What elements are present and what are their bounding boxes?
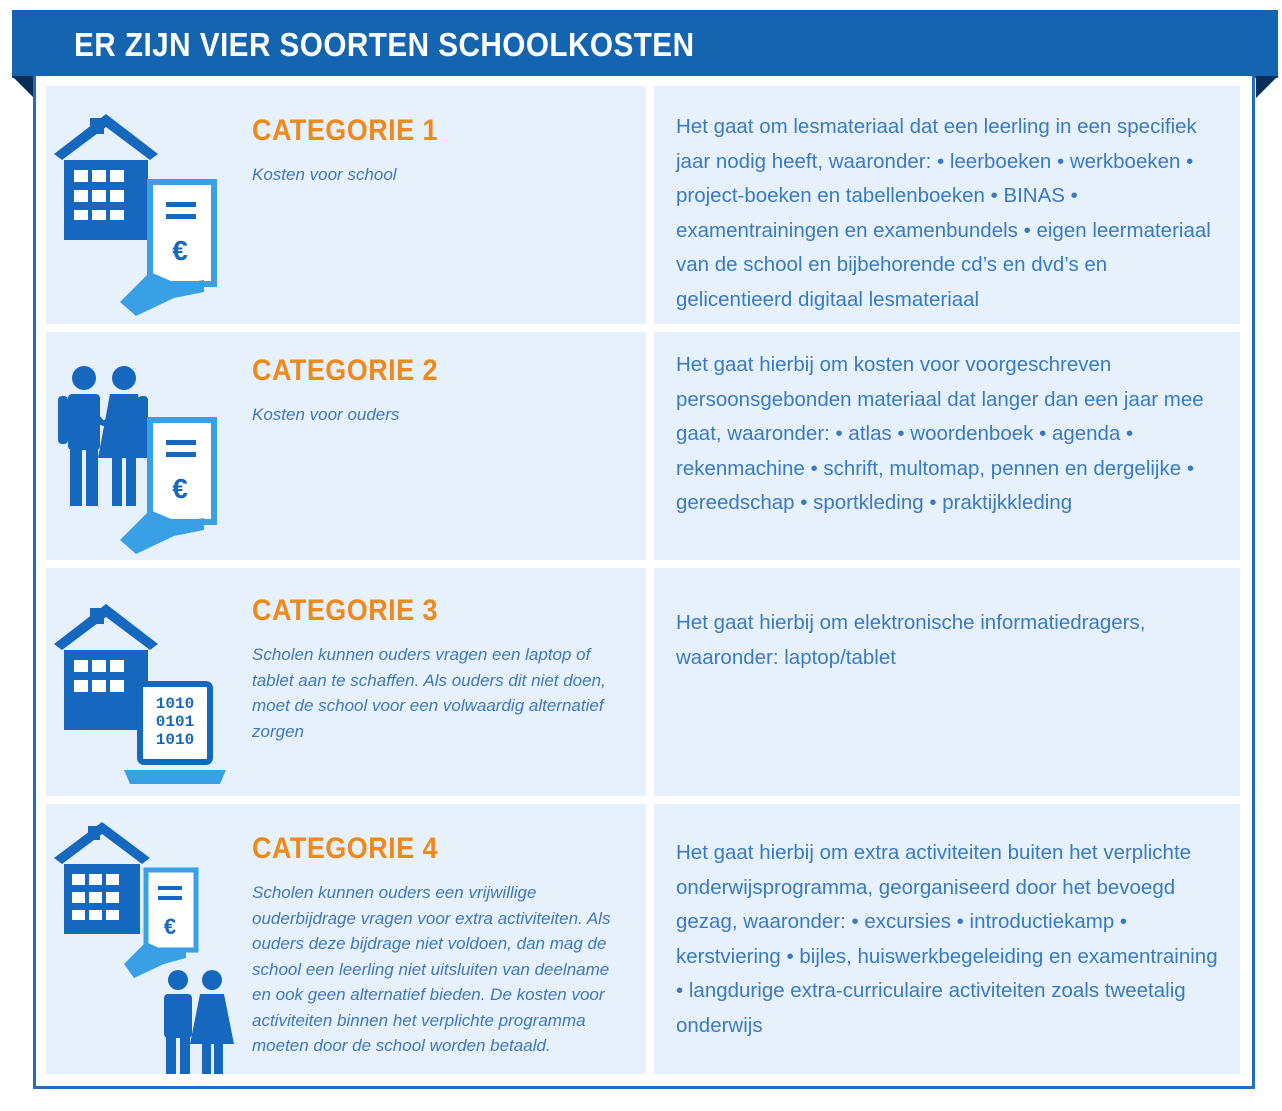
laptop-icon <box>124 684 226 784</box>
category-3-title: CATEGORIE 3 <box>252 594 438 627</box>
category-1-subtitle: Kosten voor school <box>252 165 397 184</box>
parents-icon <box>164 970 234 1074</box>
category-1-info-cell <box>46 86 646 324</box>
category-row-2 <box>46 332 1240 560</box>
category-3-description-cell <box>654 568 1240 796</box>
school-building-icon <box>54 114 158 240</box>
category-2-description-cell <box>654 332 1240 560</box>
laptop-screen-line-1: 1010 <box>155 695 195 713</box>
category-3-info-cell <box>46 568 646 796</box>
category-row-3 <box>46 568 1240 796</box>
title-banner <box>12 10 1278 76</box>
category-4-title: CATEGORIE 4 <box>252 832 438 865</box>
banner-fold-right <box>1256 76 1278 98</box>
category-4-description: Het gaat hierbij om extra activiteiten buiten het verplichte onderwijsprogramma, georganiseerd door het bevoegd gezag, waaronder: • excursies • introductiekamp • kerstviering • bijles, huiswerkbegeleiding en examentraining • langdurige extra-curriculaire activiteiten zoals tweetalig onderwijs <box>676 841 1218 1037</box>
category-1-description: Het gaat om lesmateriaal dat een leerling in een specifiek jaar nodig heeft, waaronder: • leerboeken • werkboeken • project-boeken en tabellenboeken • BINAS • examentrainingen en examenbundels • eigen leermateriaal van de school en bijbehorende cd’s en dvd’s en gelicentieerd digitaal lesmateriaal <box>676 115 1211 311</box>
category-2-title: CATEGORIE 2 <box>252 354 438 387</box>
svg-text:€: € <box>172 473 188 504</box>
category-row-4 <box>46 804 1240 1074</box>
category-4-info-cell <box>46 804 646 1074</box>
category-row-1 <box>46 86 1240 324</box>
category-1-icon <box>54 102 234 322</box>
category-2-subtitle: Kosten voor ouders <box>252 405 400 424</box>
laptop-screen-line-2: 0101 <box>155 713 195 731</box>
category-3-icon <box>54 584 234 794</box>
category-3-subtitle: Scholen kunnen ouders vragen een laptop of tablet aan te schaffen. Als ouders dit niet doen, moet de school voor een volwaardig alternatief zorgen <box>252 645 606 741</box>
category-1-description-cell <box>654 86 1240 324</box>
page-title: ER ZIJN VIER SOORTEN SCHOOLKOSTEN <box>74 26 695 63</box>
category-3-description: Het gaat hierbij om elektronische informatiedragers, waaronder: laptop/tablet <box>676 611 1146 669</box>
category-2-icon <box>54 348 234 568</box>
school-building-icon <box>54 822 150 934</box>
category-1-title: CATEGORIE 1 <box>252 114 438 147</box>
category-4-subtitle: Scholen kunnen ouders een vrijwillige ouderbijdrage vragen voor extra activiteiten. Als ouders deze bijdrage niet voldoen, dan mag de school een leerling niet uitsluiten van deelname en ook geen alternatief bieden. De kosten voor activiteiten binnen het verplichte programma moeten door de school worden betaald. <box>252 883 611 1055</box>
svg-text:€: € <box>163 914 177 939</box>
category-2-info-cell <box>46 332 646 560</box>
parents-icon <box>58 366 150 506</box>
category-2-description: Het gaat hierbij om kosten voor voorgeschreven persoonsgebonden materiaal dat langer dan een jaar mee gaat, waaronder: • atlas • woordenboek • agenda • rekenmachine • schrift, multomap, pennen en dergelijke • gereedschap • sportkleding • praktijkkleding <box>676 353 1204 514</box>
laptop-screen-line-3: 1010 <box>155 731 195 749</box>
category-4-description-cell <box>654 804 1240 1074</box>
svg-text:€: € <box>172 235 188 266</box>
banner-fold-left <box>12 76 34 98</box>
category-4-icon <box>54 814 244 1074</box>
